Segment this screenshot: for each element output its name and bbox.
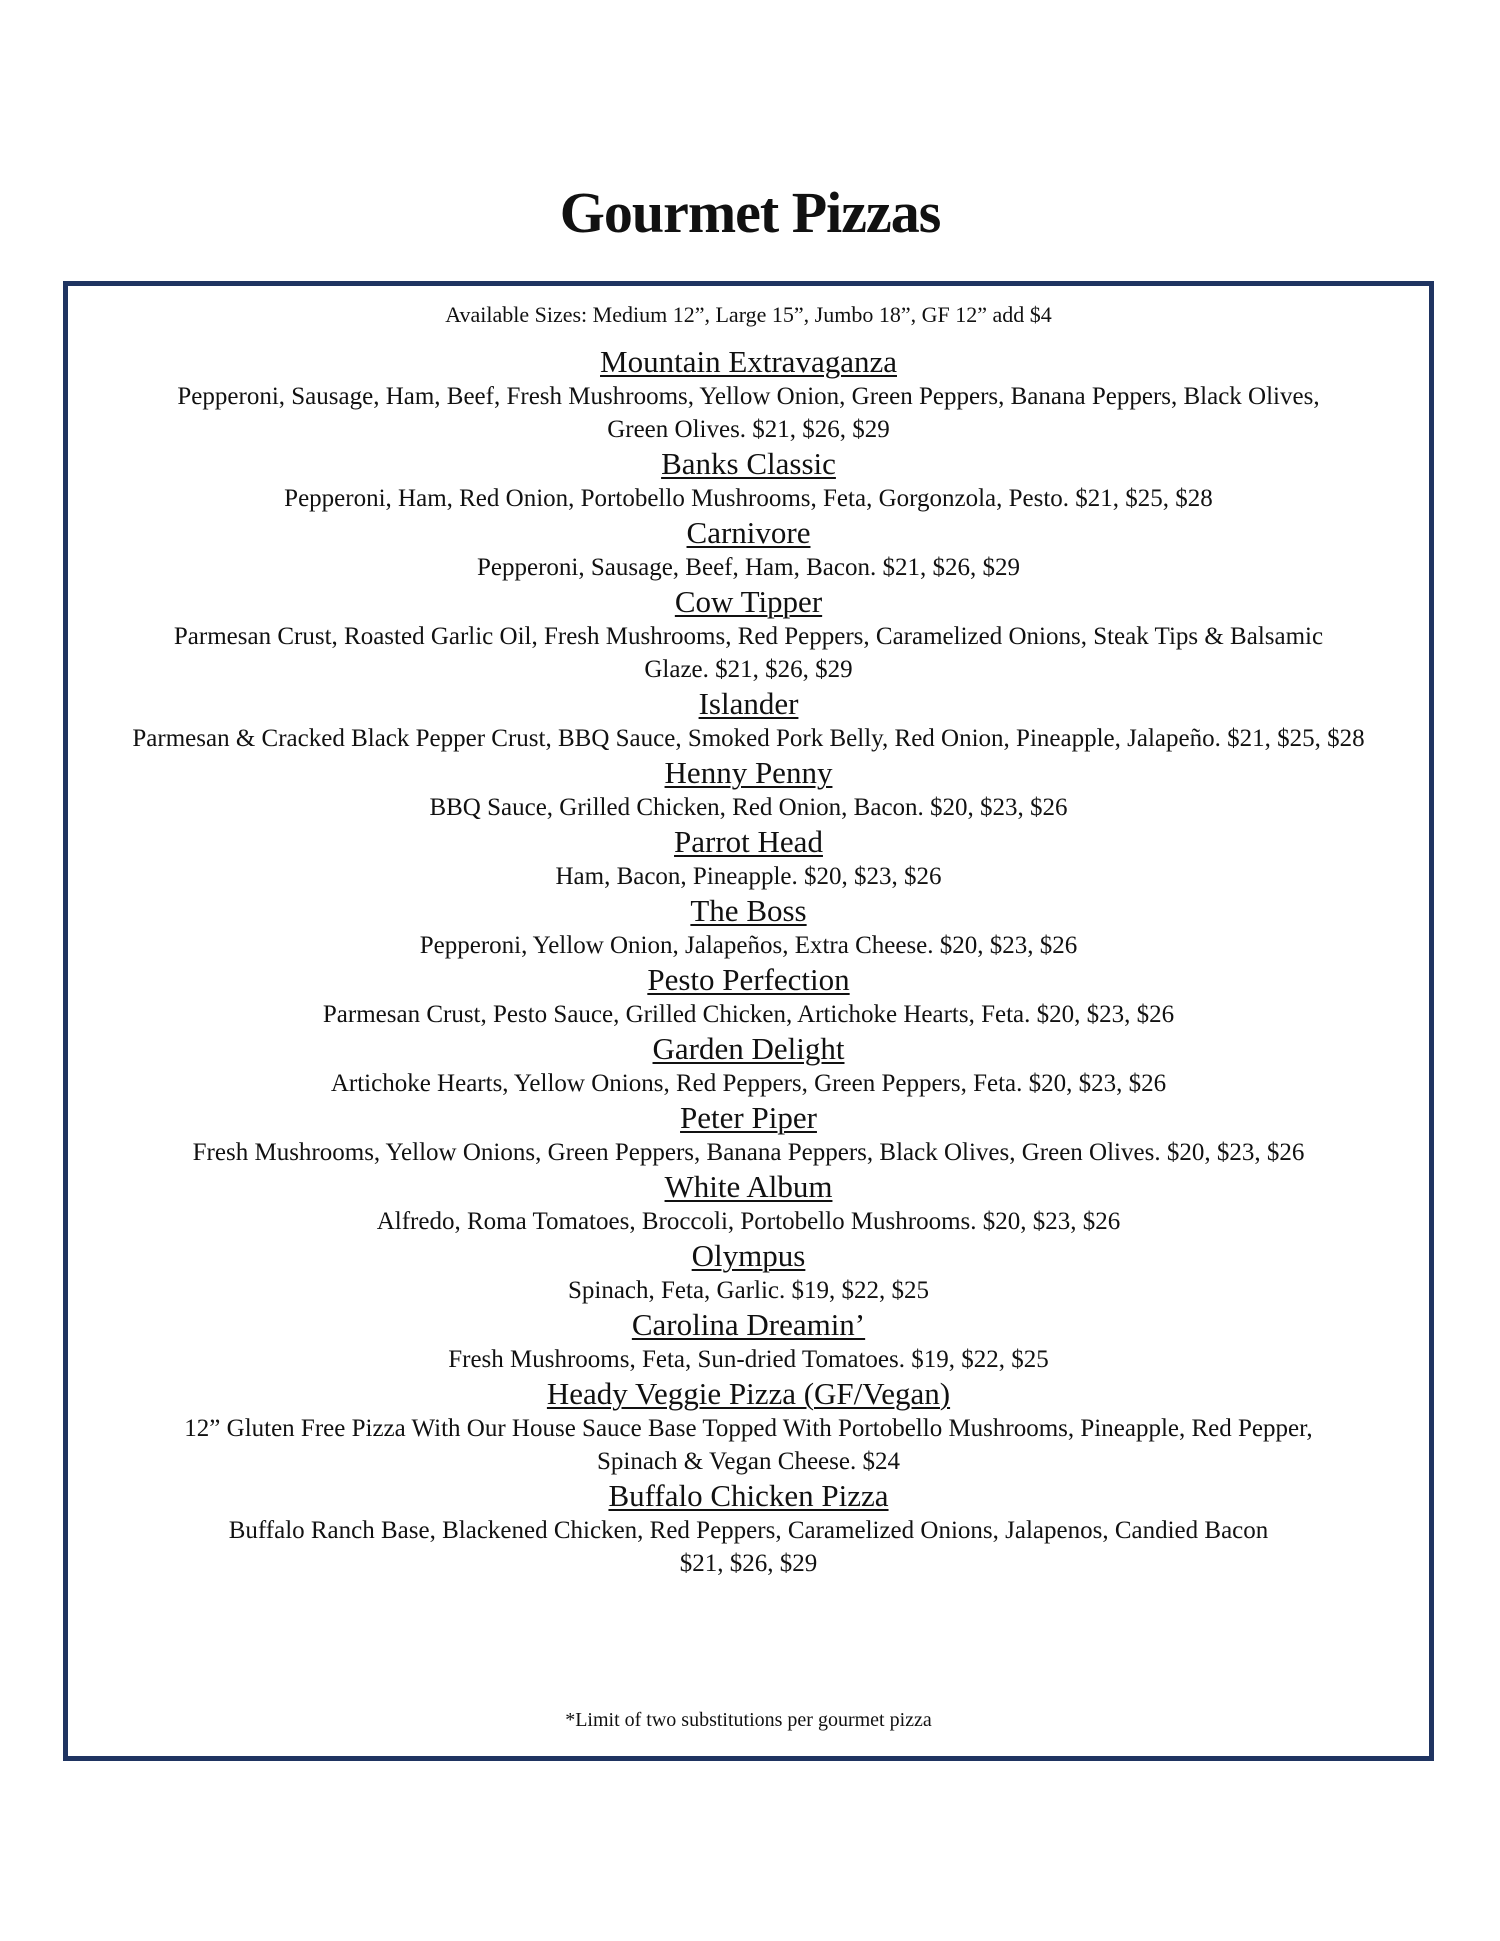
item-name: Cow Tipper <box>674 584 823 619</box>
menu-item <box>68 515 1429 584</box>
item-description: Buffalo Ranch Base, Blackened Chicken, Red Peppers, Caramelized Onions, Jalapenos, Candied Bacon $21, $26, $29 <box>228 1517 1269 1577</box>
item-description: Fresh Mushrooms, Yellow Onions, Green Peppers, Banana Peppers, Black Olives, Green Olives. $20, $23, $26 <box>192 1139 1305 1166</box>
item-description: Parmesan Crust, Roasted Garlic Oil, Fresh Mushrooms, Red Peppers, Caramelized Onions, Steak Tips & Balsamic Glaze. $21, $26, $29 <box>173 623 1324 683</box>
menu-item <box>68 446 1429 515</box>
menu-item <box>68 344 1429 446</box>
menu-item <box>68 1031 1429 1100</box>
item-description: Spinach, Feta, Garlic. $19, $22, $25 <box>567 1277 930 1304</box>
menu-item <box>68 584 1429 686</box>
menu-item <box>68 1478 1429 1580</box>
menu-item <box>68 1169 1429 1238</box>
item-description: Artichoke Hearts, Yellow Onions, Red Peppers, Green Peppers, Feta. $20, $23, $26 <box>330 1070 1167 1097</box>
item-name: Garden Delight <box>652 1031 845 1066</box>
item-description: BBQ Sauce, Grilled Chicken, Red Onion, Bacon. $20, $23, $26 <box>429 794 1068 821</box>
item-name: Islander <box>698 686 799 721</box>
item-name: Carnivore <box>686 515 811 550</box>
item-name: Pesto Perfection <box>647 962 850 997</box>
item-description: Parmesan & Cracked Black Pepper Crust, BBQ Sauce, Smoked Pork Belly, Red Onion, Pineapple, Jalapeño. $21, $25, $28 <box>132 725 1365 752</box>
item-name: Peter Piper <box>680 1100 817 1135</box>
item-description: Pepperoni, Sausage, Ham, Beef, Fresh Mushrooms, Yellow Onion, Green Peppers, Banana Peppers, Black Olives, Green Olives. $21, $26, $29 <box>177 383 1320 443</box>
item-name: Banks Classic <box>661 446 836 481</box>
menu-item <box>68 1307 1429 1376</box>
item-description: 12” Gluten Free Pizza With Our House Sauce Base Topped With Portobello Mushrooms, Pineapple, Red Pepper, Spinach & Vegan Cheese. $24 <box>184 1415 1313 1475</box>
item-name: Mountain Extravaganza <box>600 344 897 379</box>
menu-item <box>68 1238 1429 1307</box>
item-description: Pepperoni, Sausage, Beef, Ham, Bacon. $21, $26, $29 <box>477 554 1020 581</box>
menu-item <box>68 686 1429 755</box>
item-name: Carolina Dreamin’ <box>631 1307 866 1342</box>
menu-box <box>63 281 1434 1761</box>
menu-item <box>68 1376 1429 1478</box>
item-description: Ham, Bacon, Pineapple. $20, $23, $26 <box>555 863 942 890</box>
item-description: Fresh Mushrooms, Feta, Sun-dried Tomatoes. $19, $22, $25 <box>448 1346 1049 1373</box>
substitution-note: *Limit of two substitutions per gourmet pizza <box>565 1709 932 1731</box>
menu-item <box>68 824 1429 893</box>
item-name: Heady Veggie Pizza (GF/Vegan) <box>546 1376 951 1411</box>
item-name: Henny Penny <box>664 755 833 790</box>
menu-item <box>68 1100 1429 1169</box>
menu-item-list <box>68 344 1429 1580</box>
item-name: White Album <box>664 1169 833 1204</box>
item-description: Parmesan Crust, Pesto Sauce, Grilled Chicken, Artichoke Hearts, Feta. $20, $23, $26 <box>322 1001 1175 1028</box>
item-description: Pepperoni, Yellow Onion, Jalapeños, Extra Cheese. $20, $23, $26 <box>419 932 1078 959</box>
menu-item <box>68 893 1429 962</box>
page-title: Gourmet Pizzas <box>559 180 941 245</box>
menu-item <box>68 755 1429 824</box>
menu-item <box>68 962 1429 1031</box>
item-name: The Boss <box>690 893 807 928</box>
item-name: Olympus <box>691 1238 806 1273</box>
item-name: Buffalo Chicken Pizza <box>608 1478 889 1513</box>
item-description: Pepperoni, Ham, Red Onion, Portobello Mushrooms, Feta, Gorgonzola, Pesto. $21, $25, $28 <box>284 485 1213 512</box>
available-sizes: Available Sizes: Medium 12”, Large 15”, Jumbo 18”, GF 12” add $4 <box>445 302 1052 327</box>
item-name: Parrot Head <box>674 824 823 859</box>
item-description: Alfredo, Roma Tomatoes, Broccoli, Portobello Mushrooms. $20, $23, $26 <box>376 1208 1121 1235</box>
